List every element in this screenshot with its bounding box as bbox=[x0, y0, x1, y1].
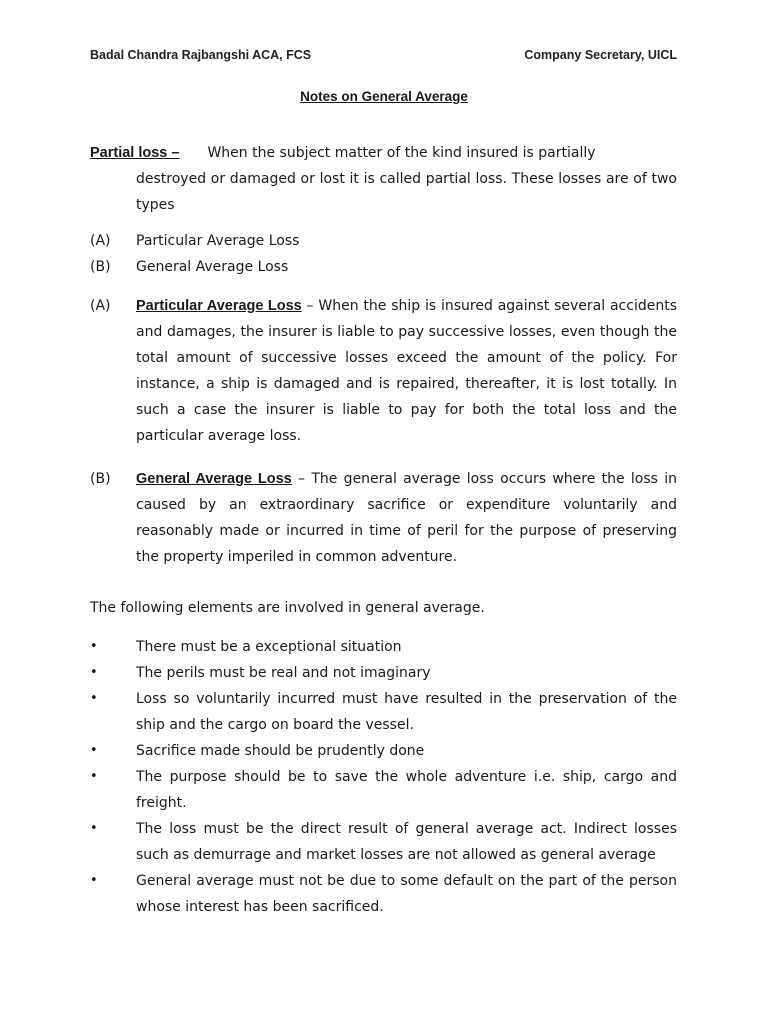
list-item: The loss must be the direct result of general average act. Indirect losses such as demurrage and market losses are not allowed as general average bbox=[136, 821, 677, 863]
type-a-marker: (A) bbox=[90, 233, 111, 249]
definition-b-text: – The general average loss occurs where the loss in caused by an extraordinary sacrifice or expenditure voluntarily and reasonably made or incurred in time of peril for the purpose of preserving the property imperiled in common adventure. bbox=[136, 471, 677, 565]
bullet-icon: • bbox=[90, 665, 98, 680]
type-b-text: General Average Loss bbox=[136, 259, 289, 275]
elements-intro: The following elements are involved in general average. bbox=[90, 600, 485, 616]
definition-b-marker: (B) bbox=[90, 471, 111, 487]
header-author: Badal Chandra Rajbangshi ACA, FCS bbox=[90, 48, 312, 62]
partial-loss-line1: When the subject matter of the kind insured is partially bbox=[207, 145, 596, 161]
list-item: There must be a exceptional situation bbox=[136, 639, 402, 655]
bullet-icon: • bbox=[90, 639, 98, 654]
list-item: Sacrifice made should be prudently done bbox=[136, 743, 425, 759]
definition-a-term: Particular Average Loss bbox=[136, 298, 302, 314]
partial-loss-label: Partial loss – bbox=[90, 145, 180, 161]
definition-a-marker: (A) bbox=[90, 298, 111, 314]
bullet-icon: • bbox=[90, 769, 98, 784]
partial-loss-rest: destroyed or damaged or lost it is called partial loss. These losses are of two types bbox=[136, 171, 677, 213]
list-item: General average must not be due to some default on the part of the person whose interest has been sacrificed. bbox=[136, 873, 677, 915]
page-title: Notes on General Average bbox=[300, 89, 468, 104]
bullet-icon: • bbox=[90, 821, 98, 836]
definition-a-text: – When the ship is insured against several accidents and damages, the insurer is liable to pay successive losses, even though the total amount of successive losses exceed the amount of the policy. For instance, a ship is damaged and is repaired, thereafter, it is lost totally. In such a case the insurer is liable to pay for both the total loss and the particular average loss. bbox=[136, 298, 677, 444]
definition-a bbox=[136, 293, 677, 449]
list-item: The perils must be real and not imaginary bbox=[136, 665, 431, 681]
bullet-icon: • bbox=[90, 743, 98, 758]
partial-loss-first-line bbox=[90, 140, 677, 166]
list-item: The purpose should be to save the whole adventure i.e. ship, cargo and freight. bbox=[136, 769, 677, 811]
bullet-icon: • bbox=[90, 873, 98, 888]
bullet-icon: • bbox=[90, 691, 98, 706]
header-position: Company Secretary, UICL bbox=[524, 48, 677, 62]
type-a-text: Particular Average Loss bbox=[136, 233, 300, 249]
list-item: Loss so voluntarily incurred must have resulted in the preservation of the ship and the cargo on board the vessel. bbox=[136, 691, 677, 733]
definition-b bbox=[136, 466, 677, 570]
type-b-marker: (B) bbox=[90, 259, 111, 275]
definition-b-term: General Average Loss bbox=[136, 471, 292, 487]
